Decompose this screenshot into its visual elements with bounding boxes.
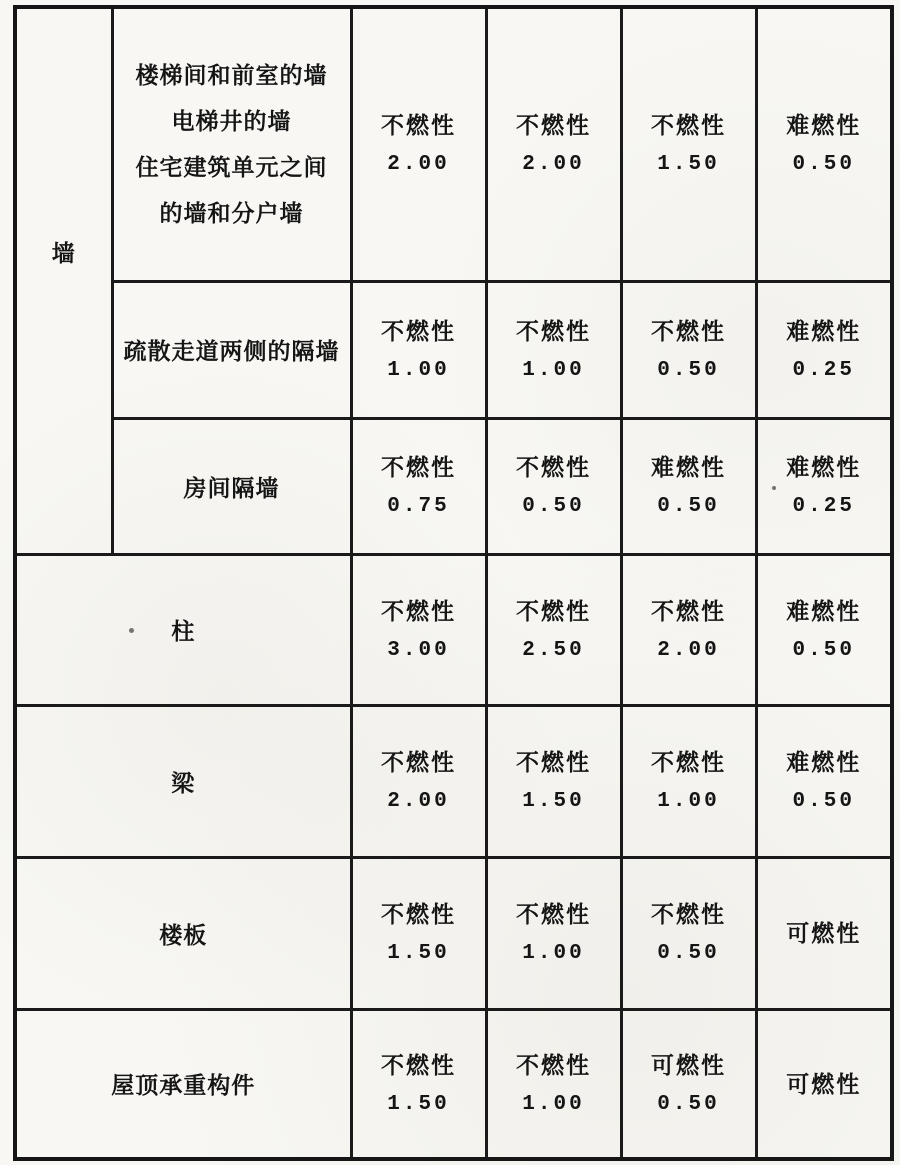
component-multiline (114, 52, 350, 236)
combustibility-rating: 不燃性 (381, 749, 456, 775)
fire-resistance-hours: 2.00 (387, 153, 450, 177)
value-cell (351, 281, 486, 418)
combustibility-rating: 可燃性 (786, 920, 862, 946)
table-row (15, 857, 892, 1009)
fire-resistance-hours: 0.50 (657, 942, 720, 965)
fire-resistance-hours: 0.50 (792, 153, 855, 177)
component-line: 住宅建筑单元之间 (135, 154, 328, 181)
table-row (15, 7, 892, 281)
component-cell-beam (15, 705, 351, 857)
table-row (15, 705, 892, 857)
fire-resistance-hours: 3.00 (387, 638, 450, 662)
value-cell (486, 857, 621, 1009)
fire-resistance-hours: 1.00 (657, 790, 720, 813)
combustibility-rating: 不燃性 (381, 1051, 456, 1078)
value-cell (621, 7, 756, 281)
fire-resistance-hours: 1.00 (522, 942, 585, 965)
component-line: 的墙和分户墙 (159, 200, 304, 227)
component-cell-room-partition (112, 418, 351, 554)
value-cell (756, 705, 892, 857)
value-cell (486, 705, 621, 857)
fire-resistance-hours: 0.25 (792, 495, 855, 518)
combustibility-rating: 不燃性 (516, 317, 591, 344)
value-cell (486, 418, 621, 554)
combustibility-rating: 不燃性 (516, 749, 591, 775)
component-cell-column (15, 554, 351, 705)
value-cell (621, 705, 756, 857)
fire-resistance-hours: 0.50 (522, 495, 585, 518)
value-cell (486, 7, 621, 281)
value-cell (756, 1009, 892, 1159)
combustibility-rating: 不燃性 (516, 454, 591, 480)
fire-resistance-hours: 1.50 (387, 1092, 450, 1116)
component-line: 楼梯间和前室的墙 (135, 62, 328, 89)
combustibility-rating: 不燃性 (516, 1051, 591, 1078)
value-cell (621, 281, 756, 418)
fire-resistance-hours: 1.00 (522, 358, 585, 382)
category-cell-wall (15, 7, 112, 554)
value-cell (351, 1009, 486, 1159)
fire-resistance-hours: 0.25 (792, 358, 855, 382)
value-cell (351, 418, 486, 554)
table-row (15, 281, 892, 418)
fire-resistance-hours: 0.50 (792, 790, 855, 813)
value-cell (351, 554, 486, 705)
component-cell-roof-structure (15, 1009, 351, 1159)
value-cell (486, 1009, 621, 1159)
combustibility-rating: 难燃性 (651, 454, 726, 480)
value-cell (621, 857, 756, 1009)
combustibility-rating: 不燃性 (381, 901, 456, 927)
component-label: 疏散走道两侧的隔墙 (123, 338, 340, 364)
value-cell (351, 857, 486, 1009)
value-cell (621, 1009, 756, 1159)
component-label: 楼板 (159, 921, 208, 948)
component-label: 屋顶承重构件 (111, 1072, 256, 1099)
combustibility-rating: 不燃性 (651, 317, 726, 344)
fire-resistance-hours: 2.00 (657, 638, 720, 662)
value-cell (756, 7, 892, 281)
value-cell (486, 281, 621, 418)
combustibility-rating: 不燃性 (381, 317, 456, 344)
component-line: 电梯井的墙 (171, 108, 292, 135)
scan-speckle (129, 628, 134, 633)
scan-speckle (772, 486, 776, 490)
fire-resistance-hours: 1.00 (387, 358, 450, 382)
fire-resistance-table (13, 5, 894, 1161)
fire-resistance-hours: 0.50 (792, 638, 855, 662)
value-cell (756, 281, 892, 418)
combustibility-rating: 难燃性 (786, 749, 862, 775)
category-label: 墙 (51, 240, 76, 267)
component-cell-stair-walls (112, 7, 351, 281)
table-row (15, 554, 892, 705)
combustibility-rating: 不燃性 (651, 749, 726, 775)
value-cell (351, 705, 486, 857)
fire-resistance-hours: 2.50 (522, 638, 585, 662)
combustibility-rating: 难燃性 (786, 597, 862, 624)
combustibility-rating: 不燃性 (381, 597, 456, 624)
value-cell (621, 554, 756, 705)
combustibility-rating: 不燃性 (381, 112, 456, 139)
fire-resistance-hours: 2.00 (522, 153, 585, 177)
value-cell (756, 554, 892, 705)
combustibility-rating: 不燃性 (516, 901, 591, 927)
value-cell (486, 554, 621, 705)
table-row (15, 1009, 892, 1159)
fire-resistance-hours: 0.50 (657, 1092, 720, 1116)
component-label: 柱 (171, 618, 196, 644)
fire-resistance-hours: 0.50 (657, 358, 720, 382)
fire-resistance-hours: 1.50 (522, 790, 585, 813)
fire-resistance-hours: 0.75 (387, 495, 450, 518)
fire-resistance-hours: 1.00 (522, 1092, 585, 1116)
component-label: 房间隔墙 (183, 474, 280, 501)
fire-resistance-hours: 1.50 (387, 942, 450, 965)
value-cell (756, 418, 892, 554)
fire-resistance-hours: 2.00 (387, 790, 450, 813)
combustibility-rating: 不燃性 (381, 454, 456, 480)
value-cell (351, 7, 486, 281)
fire-resistance-hours: 0.50 (657, 495, 720, 518)
combustibility-rating: 不燃性 (651, 112, 726, 139)
combustibility-rating: 不燃性 (516, 112, 591, 139)
combustibility-rating: 可燃性 (651, 1051, 726, 1078)
combustibility-rating: 不燃性 (651, 597, 726, 624)
component-label: 梁 (171, 769, 196, 796)
fire-resistance-hours: 1.50 (657, 153, 720, 177)
combustibility-rating: 难燃性 (786, 112, 862, 139)
combustibility-rating: 难燃性 (786, 317, 862, 344)
value-cell (621, 418, 756, 554)
table-row (15, 418, 892, 554)
component-cell-floor-slab (15, 857, 351, 1009)
combustibility-rating: 不燃性 (651, 901, 726, 927)
combustibility-rating: 难燃性 (786, 454, 862, 480)
value-cell (756, 857, 892, 1009)
component-cell-corridor-partition (112, 281, 351, 418)
combustibility-rating: 可燃性 (786, 1070, 862, 1097)
combustibility-rating: 不燃性 (516, 597, 591, 624)
